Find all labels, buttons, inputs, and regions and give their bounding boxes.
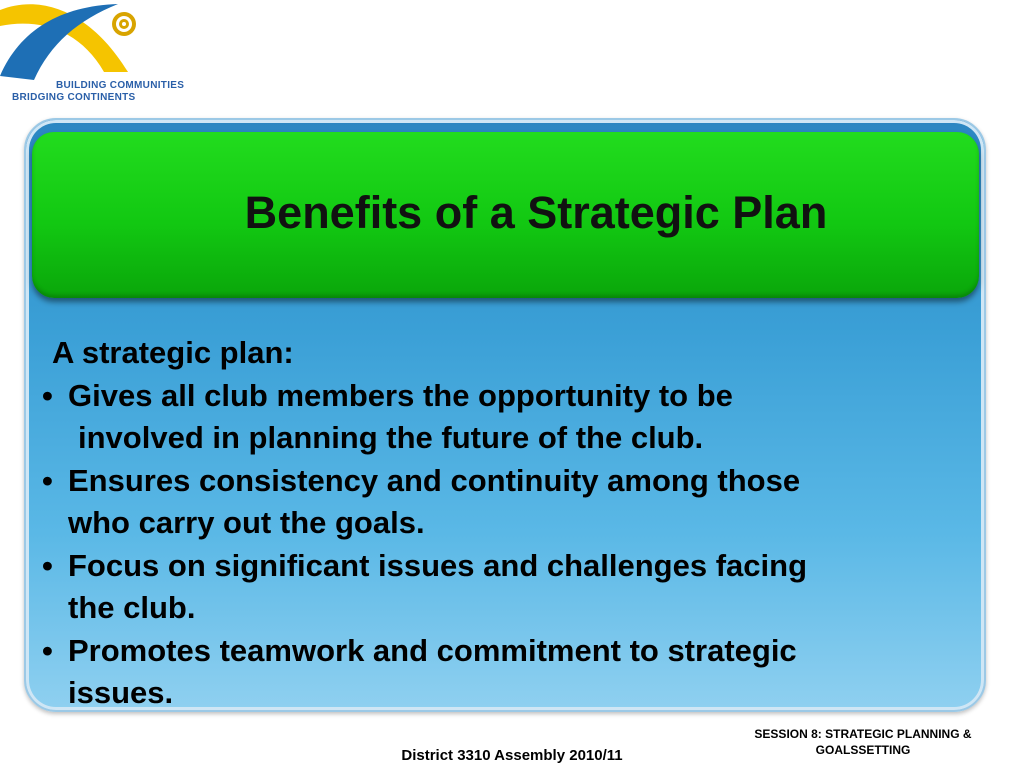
logo-tagline-2: BRIDGING CONTINENTS (12, 92, 136, 103)
bullet-item (38, 630, 968, 715)
bullet-icon: • (42, 462, 53, 498)
bullet-line: issues. (68, 675, 174, 710)
bullet-item (38, 460, 968, 545)
session-label-line-2: GOALSSETTING (815, 743, 911, 757)
bridge-arc-graphic (0, 0, 200, 80)
logo-tagline-1: BUILDING COMMUNITIES (56, 80, 185, 91)
bullet-line: the club. (68, 590, 196, 625)
bullet-item (38, 375, 968, 460)
slide-body (38, 332, 968, 715)
intro-text: A strategic plan: (52, 335, 294, 370)
bullet-icon: • (42, 547, 53, 583)
bullet-line: Gives all club members the opportunity to be (68, 377, 733, 413)
bullet-icon: • (42, 632, 53, 668)
bullet-line: who carry out the goals. (68, 505, 425, 540)
bullet-line: Ensures consistency and continuity among those (68, 462, 801, 498)
bullet-line: Focus on significant issues and challenges facing (68, 547, 808, 583)
bullet-line: involved in planning the future of the club. (78, 420, 704, 455)
bullet-item (38, 545, 968, 630)
rotary-logo (0, 0, 200, 110)
footer-event-label: District 3310 Assembly 2010/11 (401, 747, 623, 764)
bullet-line: Promotes teamwork and commitment to strategic (68, 632, 797, 668)
session-label-line-1: SESSION 8: STRATEGIC PLANNING & (754, 727, 972, 741)
slide-title: Benefits of a Strategic Plan (244, 187, 828, 238)
bullet-icon: • (42, 377, 53, 413)
rotary-wheel-icon (112, 12, 136, 36)
